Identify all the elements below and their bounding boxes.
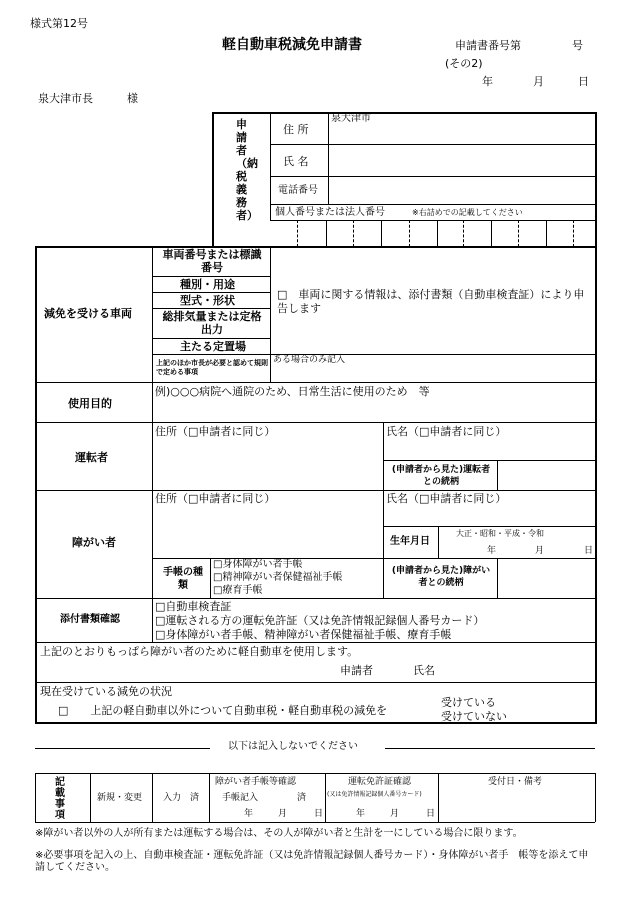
id-label: 個人番号または法人番号 <box>275 207 385 218</box>
purpose-label: 使用目的 <box>68 397 112 410</box>
applicant-side-label: 申請者（納税義務者） <box>236 118 258 222</box>
vehicle-extra-label: 上記のほか市長が必要と認めて規則で定める事項 <box>156 359 268 376</box>
handbook-physical[interactable]: □身体障がい者手帳 <box>213 559 303 570</box>
office-lic-day: 日 <box>426 809 436 819</box>
office-done: 済 <box>297 793 307 803</box>
date-day: 日 <box>578 75 589 88</box>
purpose-example[interactable]: 例)○○○病院へ通院のため、日常生活に使用のため 等 <box>155 385 430 398</box>
attachment-handbook[interactable]: □身体障がい者手帳、精神障がい者保健福祉手帳、療育手帳 <box>155 628 452 641</box>
office-handbook-entry: 手帳記入 <box>222 793 259 803</box>
application-number-label: 申請書番号第 <box>455 39 521 52</box>
current-status-text[interactable]: □ 上記の軽自動車以外について自動車税・軽自動車税の減免を <box>58 704 388 717</box>
address-value[interactable]: 泉大津市 <box>331 113 371 124</box>
office-license-confirm: 運転免許証確認 <box>348 777 412 787</box>
office-lic-month: 月 <box>390 809 400 819</box>
vehicle-info-text[interactable]: □ 車両に関する情報は、添付書類（自動車検査証）により申告します <box>277 288 585 315</box>
office-hb-month: 月 <box>278 809 288 819</box>
note-1: ※障がい者以外の人が所有または運転する場合は、その人が障がい者と生計を一にしている場合に限ります。 <box>35 828 523 839</box>
vehicle-row-displacement: 総排気量または定格出力 <box>162 310 262 336</box>
dob-label: 生年月日 <box>390 536 430 547</box>
disabled-label: 障がい者 <box>72 536 116 549</box>
attachment-vehicle-cert[interactable]: □自動車検査証 <box>155 600 232 613</box>
office-input-done: 入力 済 <box>163 793 200 803</box>
current-status-label: 現在受けている減免の状況 <box>40 685 172 698</box>
dob-era[interactable]: 大正・昭和・平成・令和 <box>456 529 544 538</box>
dob-day: 日 <box>584 546 594 556</box>
disabled-address[interactable]: 住所（□申請者に同じ） <box>155 492 276 505</box>
vehicle-row-type: 種別・用途 <box>180 278 235 291</box>
office-handbook-confirm: 障がい者手帳等確認 <box>215 777 297 787</box>
declaration-text: 上記のとおりもっぱら障がい者のために軽自動車を使用します。 <box>40 645 359 658</box>
attachments-label: 添付書類確認 <box>60 614 120 625</box>
office-receipt: 受付日・備考 <box>488 777 543 787</box>
office-entry-label: 記載事項 <box>55 777 65 821</box>
declaration-applicant: 申請者 <box>340 664 373 677</box>
handbook-label: 手帳の種類 <box>163 567 203 591</box>
dob-month: 月 <box>535 546 545 556</box>
sub-label: (その2) <box>445 57 483 70</box>
handbook-mental[interactable]: □精神障がい者保健福祉手帳 <box>213 572 343 583</box>
driver-name[interactable]: 氏名（□申請者に同じ） <box>386 425 507 438</box>
date-year: 年 <box>482 75 493 88</box>
vehicle-row-number: 車両番号または標識番号 <box>162 248 262 274</box>
id-note: ※右詰めでの記載してください <box>412 208 523 217</box>
vehicle-extra-value[interactable]: ある場合のみ記入 <box>273 355 346 365</box>
driver-relation: (申請者から見た)運転者との続柄 <box>391 465 491 487</box>
vehicle-row-storage: 主たる定置場 <box>180 340 246 353</box>
option-receiving[interactable]: 受けている <box>441 696 496 709</box>
driver-label: 運転者 <box>75 451 108 464</box>
phone-label: 電話番号 <box>278 185 318 196</box>
name-label: 氏 名 <box>283 155 309 168</box>
address-label: 住 所 <box>283 123 309 136</box>
office-lic-year: 年 <box>356 809 366 819</box>
office-license-sub: (又は免許情報記録個人番号カード) <box>327 791 422 798</box>
application-number-suffix: 号 <box>572 39 583 52</box>
dob-year: 年 <box>487 546 497 556</box>
vehicle-section-label: 減免を受ける車両 <box>44 307 132 320</box>
office-new-change: 新規・変更 <box>97 793 143 803</box>
handbook-rehab[interactable]: □療育手帳 <box>213 585 263 596</box>
form-number: 様式第12号 <box>30 17 88 30</box>
addressee: 泉大津市長 <box>38 92 93 105</box>
attachment-license[interactable]: □運転される方の運転免許証（又は免許情報記録個人番号カード） <box>155 614 485 627</box>
addressee-honorific: 様 <box>127 92 138 105</box>
driver-address[interactable]: 住所（□申請者に同じ） <box>155 425 276 438</box>
date-month: 月 <box>533 75 544 88</box>
office-hb-day: 日 <box>314 809 324 819</box>
disabled-relation: (申請者から見た)障がい者との続柄 <box>391 566 491 588</box>
declaration-name[interactable]: 氏名 <box>413 664 435 677</box>
option-not-receiving[interactable]: 受けていない <box>441 710 507 723</box>
vehicle-row-model: 型式・形状 <box>180 294 235 307</box>
disabled-name[interactable]: 氏名（□申請者に同じ） <box>386 492 507 505</box>
office-hb-year: 年 <box>244 809 254 819</box>
note-2: ※必要事項を記入の上、自動車検査証・運転免許証（又は免許情報記録個人番号カード）・身体障がい者手 帳等を添えて申請してください。 <box>35 850 589 873</box>
office-use-separator: 以下は記入しないでください <box>228 741 358 752</box>
form-title: 軽自動車税減免申請書 <box>222 37 362 53</box>
